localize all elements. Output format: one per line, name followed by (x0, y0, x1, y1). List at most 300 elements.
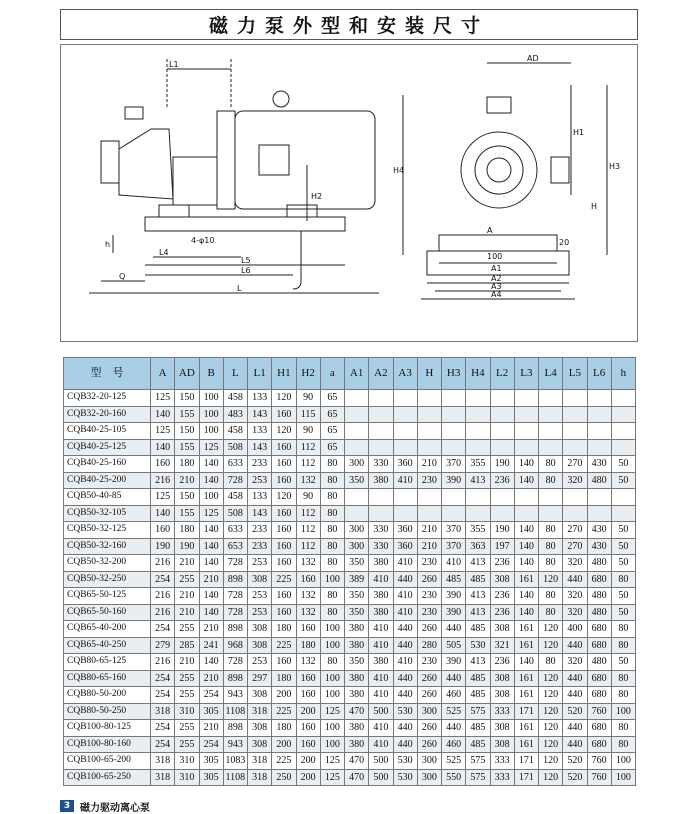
dimension-cell: 50 (611, 604, 635, 621)
dimension-cell (393, 406, 417, 423)
dimension-cell: 485 (466, 670, 490, 687)
dimension-cell (611, 489, 635, 506)
dimension-cell: 236 (490, 654, 514, 671)
dimension-cell: 171 (514, 769, 538, 786)
model-cell: CQB65-50-125 (64, 588, 151, 605)
model-cell: CQB100-65-200 (64, 753, 151, 770)
dimension-cell: 410 (393, 555, 417, 572)
dimension-cell: 225 (272, 571, 296, 588)
dimension-cell: 80 (539, 456, 563, 473)
dimension-cell: 140 (514, 654, 538, 671)
dimension-cell: 355 (466, 522, 490, 539)
dimension-cell: 112 (296, 522, 320, 539)
dimension-cell: 190 (151, 538, 175, 555)
dimension-cell: 253 (248, 654, 272, 671)
dimension-cell: 180 (175, 522, 199, 539)
dimension-cell: 633 (223, 522, 247, 539)
dimension-cell (369, 489, 393, 506)
model-cell: CQB100-80-125 (64, 720, 151, 737)
dimension-cell (611, 390, 635, 407)
dimension-cell (514, 439, 538, 456)
model-cell: CQB100-80-160 (64, 736, 151, 753)
dimension-cell: 728 (223, 555, 247, 572)
dimension-cell: 320 (563, 555, 587, 572)
dimension-cell (369, 505, 393, 522)
dimension-cell: 80 (320, 588, 344, 605)
dimension-cell: 100 (320, 670, 344, 687)
model-cell: CQB50-32-105 (64, 505, 151, 522)
dimension-cell: 440 (393, 736, 417, 753)
dimension-cell: 160 (272, 406, 296, 423)
dimension-cell: 305 (199, 769, 223, 786)
table-row (64, 439, 636, 456)
footer (60, 799, 150, 813)
dimension-cell: 236 (490, 555, 514, 572)
dimension-cell (393, 390, 417, 407)
dimension-cell: 520 (563, 753, 587, 770)
dimension-cell (539, 439, 563, 456)
dimension-cell: 318 (248, 753, 272, 770)
dimension-cell: 410 (393, 588, 417, 605)
dimension-cell: 680 (587, 670, 611, 687)
dimension-cell: 680 (587, 736, 611, 753)
table-row (64, 736, 636, 753)
dimension-cell: 500 (369, 769, 393, 786)
model-cell: CQB80-50-250 (64, 703, 151, 720)
table-row (64, 472, 636, 489)
dimension-cell: 680 (587, 637, 611, 654)
dimension-cell: 480 (587, 472, 611, 489)
dimension-cell: 1083 (223, 753, 247, 770)
dimension-cell: 254 (151, 720, 175, 737)
dimension-cell: 115 (296, 406, 320, 423)
dimension-cell: 530 (393, 703, 417, 720)
dimension-cell: 270 (563, 456, 587, 473)
dimension-cell: 100 (199, 390, 223, 407)
header-col: L3 (514, 358, 538, 390)
label-h4: H4 (393, 166, 405, 175)
dimension-cell: 112 (296, 439, 320, 456)
dimension-cell: 210 (175, 654, 199, 671)
table-row (64, 621, 636, 638)
dimension-cell: 485 (442, 571, 466, 588)
model-cell: CQB50-32-200 (64, 555, 151, 572)
header-model: 型 号 (64, 358, 151, 390)
dimension-cell: 120 (539, 753, 563, 770)
dimension-cell: 530 (393, 769, 417, 786)
header-col: A2 (369, 358, 393, 390)
dimension-cell: 390 (442, 472, 466, 489)
dimension-cell: 80 (320, 472, 344, 489)
dimension-cell: 160 (272, 555, 296, 572)
dimension-cell: 125 (151, 390, 175, 407)
table-row (64, 703, 636, 720)
table-row (64, 555, 636, 572)
dimension-cell: 254 (199, 687, 223, 704)
label-a2: A2 (491, 274, 502, 283)
dimension-cell: 300 (417, 769, 441, 786)
dimension-cell: 112 (296, 505, 320, 522)
dimension-cell: 65 (320, 390, 344, 407)
dimension-cell: 458 (223, 489, 247, 506)
dimension-cell: 410 (393, 604, 417, 621)
dimension-cell: 440 (393, 571, 417, 588)
dimension-cell: 310 (175, 753, 199, 770)
dimension-cell: 120 (272, 423, 296, 440)
dimension-cell (563, 423, 587, 440)
dimension-cell: 80 (320, 456, 344, 473)
dimension-cell: 120 (539, 736, 563, 753)
dimension-cell: 505 (442, 637, 466, 654)
dimension-cell: 318 (151, 703, 175, 720)
dimension-cell (345, 489, 369, 506)
dimension-cell: 125 (199, 505, 223, 522)
dimension-cell: 390 (442, 588, 466, 605)
footer-text: 磁力驱动离心泵 (80, 802, 150, 814)
dimension-cell: 305 (199, 753, 223, 770)
dimension-cell: 225 (272, 753, 296, 770)
dimension-cell: 1108 (223, 703, 247, 720)
dimension-cell: 143 (248, 406, 272, 423)
dimension-cell: 254 (151, 571, 175, 588)
label-h3: H3 (609, 162, 621, 171)
dimension-cell: 80 (611, 720, 635, 737)
model-cell: CQB32-20-125 (64, 390, 151, 407)
dimension-cell: 255 (175, 687, 199, 704)
dimension-cell: 410 (369, 571, 393, 588)
dimension-cell: 233 (248, 538, 272, 555)
dimension-cell: 485 (466, 736, 490, 753)
dimension-cell: 120 (539, 769, 563, 786)
dimension-cell: 132 (296, 588, 320, 605)
dimension-cell (587, 390, 611, 407)
dimension-cell: 200 (296, 703, 320, 720)
dimension-cell: 943 (223, 736, 247, 753)
dimension-cell: 260 (417, 670, 441, 687)
dimension-cell: 321 (490, 637, 514, 654)
dimension-cell: 230 (417, 654, 441, 671)
dimension-cell (539, 406, 563, 423)
dimension-cell (611, 406, 635, 423)
dimension-cell: 180 (272, 720, 296, 737)
dimension-cell: 160 (272, 588, 296, 605)
front-base-shape (439, 235, 557, 251)
dimension-cell: 728 (223, 588, 247, 605)
dimension-cell: 160 (272, 472, 296, 489)
model-cell: CQB50-40-85 (64, 489, 151, 506)
table-row (64, 604, 636, 621)
dimension-cell: 100 (199, 423, 223, 440)
dimension-cell: 380 (369, 472, 393, 489)
model-cell: CQB80-65-160 (64, 670, 151, 687)
dimension-cell: 80 (320, 654, 344, 671)
dimension-cell: 161 (514, 571, 538, 588)
dimension-cell: 120 (539, 687, 563, 704)
dimension-cell (417, 439, 441, 456)
dimension-cell: 253 (248, 604, 272, 621)
header-col: A (151, 358, 175, 390)
dimension-cell: 575 (466, 753, 490, 770)
dimension-cell (393, 439, 417, 456)
model-cell: CQB65-40-250 (64, 637, 151, 654)
dimension-cell: 525 (442, 703, 466, 720)
dimension-cell: 120 (539, 720, 563, 737)
dimension-cell: 254 (151, 736, 175, 753)
dimension-cell (514, 489, 538, 506)
dimension-cell: 270 (563, 522, 587, 539)
dimension-cell: 100 (320, 736, 344, 753)
dimension-cell: 728 (223, 604, 247, 621)
dimension-cell: 255 (175, 621, 199, 638)
dimension-cell: 520 (563, 769, 587, 786)
dimension-cell: 300 (417, 753, 441, 770)
dimension-cell (490, 423, 514, 440)
dimension-table (63, 357, 636, 786)
dimension-cell: 308 (248, 687, 272, 704)
dimension-cell: 80 (611, 687, 635, 704)
table-row (64, 489, 636, 506)
dimension-cell: 760 (587, 703, 611, 720)
dimension-cell: 140 (514, 555, 538, 572)
dimension-cell: 380 (345, 720, 369, 737)
table-row (64, 720, 636, 737)
dimension-cell: 440 (393, 720, 417, 737)
dimension-cell: 550 (442, 769, 466, 786)
dimension-cell: 80 (611, 621, 635, 638)
lifting-eye-shape (273, 91, 289, 107)
dimension-cell (417, 423, 441, 440)
dimension-cell: 80 (320, 604, 344, 621)
dimension-cell: 308 (248, 720, 272, 737)
dimension-cell: 160 (296, 687, 320, 704)
dimension-cell: 310 (175, 769, 199, 786)
anchor-bolt-shape (293, 231, 301, 289)
table-row (64, 753, 636, 770)
dimension-cell: 355 (466, 456, 490, 473)
dimension-cell: 898 (223, 571, 247, 588)
dimension-cell: 230 (417, 604, 441, 621)
dimension-cell: 197 (490, 538, 514, 555)
dimension-cell: 140 (151, 406, 175, 423)
dimension-cell: 140 (199, 472, 223, 489)
dimension-cell: 260 (417, 571, 441, 588)
dimension-cell: 308 (490, 670, 514, 687)
dimension-cell (563, 390, 587, 407)
motor-flange-shape (217, 111, 235, 209)
dimension-cell: 190 (490, 522, 514, 539)
dimension-cell: 140 (199, 538, 223, 555)
dimension-cell (345, 439, 369, 456)
dimension-cell: 80 (539, 654, 563, 671)
dimension-cell: 125 (320, 703, 344, 720)
dimension-cell: 300 (345, 456, 369, 473)
dimension-cell: 508 (223, 439, 247, 456)
table-row (64, 670, 636, 687)
dimension-cell: 150 (175, 423, 199, 440)
dimension-cell: 140 (151, 505, 175, 522)
model-cell: CQB50-32-250 (64, 571, 151, 588)
dimension-cell (369, 439, 393, 456)
dimension-cell: 254 (199, 736, 223, 753)
dimension-cell: 160 (272, 604, 296, 621)
dimension-cell: 253 (248, 472, 272, 489)
dimension-cell: 300 (417, 703, 441, 720)
dimension-cell: 254 (151, 670, 175, 687)
label-h2: H2 (311, 192, 323, 201)
dimension-cell: 80 (539, 538, 563, 555)
dimension-cell: 100 (611, 753, 635, 770)
table-row (64, 687, 636, 704)
dimension-cell (563, 406, 587, 423)
dimension-cell: 297 (248, 670, 272, 687)
dimension-cell (539, 505, 563, 522)
label-l4: L4 (159, 248, 169, 257)
dimension-cell: 150 (175, 390, 199, 407)
terminal-box-shape (259, 145, 289, 175)
dimension-cell: 140 (199, 588, 223, 605)
dimension-cell: 210 (175, 588, 199, 605)
dimension-cell: 279 (151, 637, 175, 654)
dimension-cell: 440 (393, 670, 417, 687)
table-header-row (64, 358, 636, 390)
dimension-cell: 575 (466, 703, 490, 720)
dimension-cell: 180 (272, 621, 296, 638)
dimension-cell: 575 (466, 769, 490, 786)
dimension-cell: 308 (248, 637, 272, 654)
dimension-cell: 233 (248, 522, 272, 539)
dimension-cell: 200 (296, 753, 320, 770)
dimension-cell: 100 (320, 720, 344, 737)
dimension-cell: 440 (442, 670, 466, 687)
dimension-cell: 350 (345, 604, 369, 621)
table-row (64, 456, 636, 473)
title-box (60, 9, 638, 40)
label-20: 20 (559, 238, 570, 247)
dimension-cell (442, 489, 466, 506)
dimension-cell: 80 (320, 489, 344, 506)
page-number-badge: 3 (60, 800, 74, 812)
dimension-cell: 413 (466, 472, 490, 489)
dimension-cell: 160 (296, 571, 320, 588)
model-cell: CQB40-25-125 (64, 439, 151, 456)
dimension-cell: 241 (199, 637, 223, 654)
dimension-cell: 80 (539, 472, 563, 489)
dimension-cell: 410 (369, 621, 393, 638)
technical-drawing (60, 44, 638, 342)
dimension-cell: 236 (490, 588, 514, 605)
dimension-cell: 653 (223, 538, 247, 555)
page-title: 磁力泵外型和安装尺寸 (208, 15, 489, 37)
dimension-cell: 161 (514, 736, 538, 753)
dimension-cell (442, 423, 466, 440)
dimension-cell (611, 423, 635, 440)
dimension-cell: 161 (514, 687, 538, 704)
dimension-cell: 120 (539, 571, 563, 588)
model-cell: CQB40-25-105 (64, 423, 151, 440)
dimension-cell: 308 (248, 621, 272, 638)
label-a1: A1 (491, 264, 502, 273)
dimension-cell: 680 (587, 571, 611, 588)
dimension-cell: 80 (320, 522, 344, 539)
dimension-cell (514, 423, 538, 440)
dimension-cell: 410 (442, 555, 466, 572)
dimension-cell (563, 489, 587, 506)
dimension-cell: 330 (369, 538, 393, 555)
dimension-cell: 255 (175, 720, 199, 737)
dimension-cell: 413 (466, 555, 490, 572)
table-row (64, 654, 636, 671)
dimension-cell: 360 (393, 456, 417, 473)
dimension-cell: 300 (345, 522, 369, 539)
dimension-cell: 508 (223, 505, 247, 522)
dimension-cell: 680 (587, 687, 611, 704)
model-cell: CQB65-40-200 (64, 621, 151, 638)
dimension-cell (466, 489, 490, 506)
model-cell: CQB40-25-200 (64, 472, 151, 489)
dimension-cell: 65 (320, 439, 344, 456)
dimension-cell: 161 (514, 670, 538, 687)
dimension-cell: 155 (175, 505, 199, 522)
dimension-cell: 210 (417, 456, 441, 473)
dimension-cell (587, 439, 611, 456)
dimension-cell: 525 (442, 753, 466, 770)
dimension-cell: 253 (248, 555, 272, 572)
front-terminal-box (551, 157, 569, 183)
dimension-cell: 530 (466, 637, 490, 654)
dimension-cell: 440 (393, 637, 417, 654)
dimension-cell: 485 (466, 571, 490, 588)
base-plate-shape (145, 217, 345, 231)
dimension-cell: 120 (539, 703, 563, 720)
dimension-cell: 50 (611, 472, 635, 489)
dimension-cell: 270 (563, 538, 587, 555)
dimension-cell: 254 (151, 687, 175, 704)
dimension-cell: 485 (466, 687, 490, 704)
dimension-cell: 171 (514, 703, 538, 720)
dimension-cell: 633 (223, 456, 247, 473)
dimension-cell: 333 (490, 753, 514, 770)
label-a: A (487, 226, 493, 235)
dimension-cell: 898 (223, 621, 247, 638)
dimension-cell: 120 (272, 390, 296, 407)
dimension-cell (611, 439, 635, 456)
dimension-cell: 133 (248, 489, 272, 506)
dimension-cell: 360 (393, 522, 417, 539)
header-col: H4 (466, 358, 490, 390)
front-discharge-flange (487, 97, 511, 113)
dimension-cell: 255 (175, 670, 199, 687)
dimension-cell: 160 (272, 654, 296, 671)
dimension-cell: 216 (151, 588, 175, 605)
dimension-cell: 233 (248, 456, 272, 473)
dimension-cell: 200 (272, 687, 296, 704)
header-col: H (417, 358, 441, 390)
dimension-cell (393, 423, 417, 440)
dimension-cell: 65 (320, 423, 344, 440)
dimension-cell: 410 (369, 687, 393, 704)
dimension-cell: 80 (539, 522, 563, 539)
dimension-cell: 90 (296, 423, 320, 440)
dimension-cell: 140 (514, 588, 538, 605)
inlet-flange-shape (101, 141, 119, 183)
dimension-cell: 50 (611, 538, 635, 555)
dimension-cell: 680 (587, 720, 611, 737)
dimension-cell: 140 (199, 522, 223, 539)
dimension-cell: 140 (514, 472, 538, 489)
dimension-cell: 171 (514, 753, 538, 770)
dimension-cell: 318 (151, 753, 175, 770)
header-col: AD (175, 358, 199, 390)
